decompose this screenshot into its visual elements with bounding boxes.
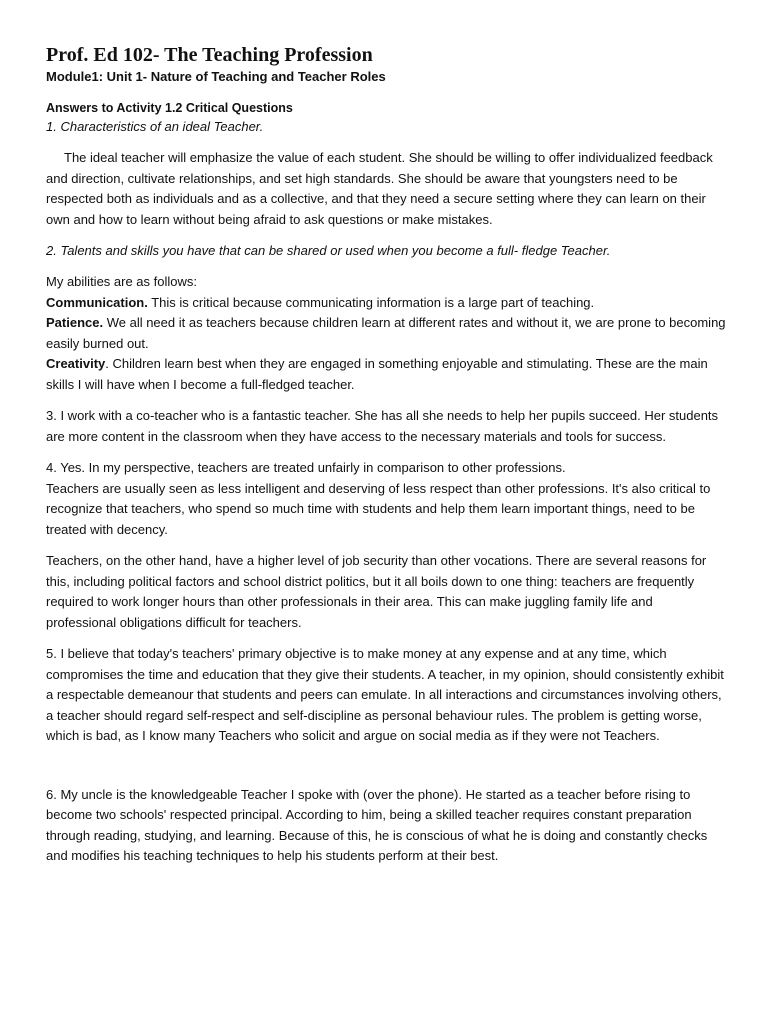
skill-label: Patience. bbox=[46, 315, 104, 330]
answer-6: 6. My uncle is the knowledgeable Teacher I spoke with (over the phone). He started as a teacher before rising to become two schools' respected principal. According to him, being a skilled teacher requires constant preparation through reading, studying, and learning. Because of this, he is conscious of what he is doing and constantly checks and modifies his teaching techniques to help his students perform at their best. bbox=[46, 786, 708, 863]
answer-5: 5. I believe that today's teachers' primary objective is to make money at any expense and at any time, which compromises the time and education that they give their students. A teacher, in my opinion, should consistently exhibit a respectable demeanour that students and peers can emulate. In all interactions and circumstances involving others, a teacher should regard self-respect and self-discipline as personal behaviour rules. The problem is getting worse, which is bad, as I know many Teachers who solicit and argue on social media as if they were not Teachers. bbox=[46, 646, 724, 743]
question-2: 2. Talents and skills you have that can be shared or used when you become a full- fledge Teacher. bbox=[46, 243, 611, 258]
skill-communication bbox=[46, 293, 726, 314]
answer-4-line-1: 4. Yes. In my perspective, teachers are treated unfairly in comparison to other professions. bbox=[46, 460, 566, 475]
answer-3: 3. I work with a co-teacher who is a fantastic teacher. She has all she needs to help her pupils succeed. Her students are more content in the classroom when they have access to the necessary materials and tools for success. bbox=[46, 408, 719, 444]
answer-4-line-2: Teachers are usually seen as less intelligent and deserving of less respect than other professions. It's also critical to recognize that teachers, who spend so much time with students and help them learn important things, need to be treated with decency. bbox=[46, 480, 711, 537]
skill-text: This is critical because communicating information is a large part of teaching. bbox=[147, 294, 595, 310]
question-1: 1. Characteristics of an ideal Teacher. bbox=[46, 119, 264, 134]
abilities-intro: My abilities are as follows: bbox=[46, 274, 197, 289]
skill-text: . Children learn best when they are engaged in something enjoyable and stimulating. These are the main skills I will have when I become a full-fledged teacher. bbox=[46, 356, 708, 392]
skill-text: We all need it as teachers because children learn at different rates and without it, we are prone to becoming easily burned out. bbox=[46, 315, 726, 351]
answer-1: The ideal teacher will emphasize the value of each student. She should be willing to offer individualized feedback and direction, cultivate relationships, and set high standards. She should be aware that youngsters need to be respected both as individuals and as a collective, and that they need a secure setting where they can learn on their own and how to learn without being afraid to ask questions or make mistakes. bbox=[46, 150, 713, 227]
skill-label: Creativity bbox=[46, 356, 106, 371]
document-subtitle: Module1: Unit 1- Nature of Teaching and Teacher Roles bbox=[46, 69, 386, 84]
answer-4-paragraph-2: Teachers, on the other hand, have a higher level of job security than other vocations. There are several reasons for this, including political factors and school district politics, but it all boils down to one thing: teachers are frequently required to work longer hours than other professionals in their area. This can make juggling family life and professional obligations difficult for teachers. bbox=[46, 553, 707, 630]
skill-patience bbox=[46, 313, 726, 354]
document-page bbox=[46, 42, 726, 867]
document-title: Prof. Ed 102- The Teaching Profession bbox=[46, 44, 373, 66]
skill-label: Communication. bbox=[46, 294, 148, 310]
skill-creativity bbox=[46, 354, 726, 395]
answers-heading: Answers to Activity 1.2 Critical Questions bbox=[46, 101, 293, 115]
